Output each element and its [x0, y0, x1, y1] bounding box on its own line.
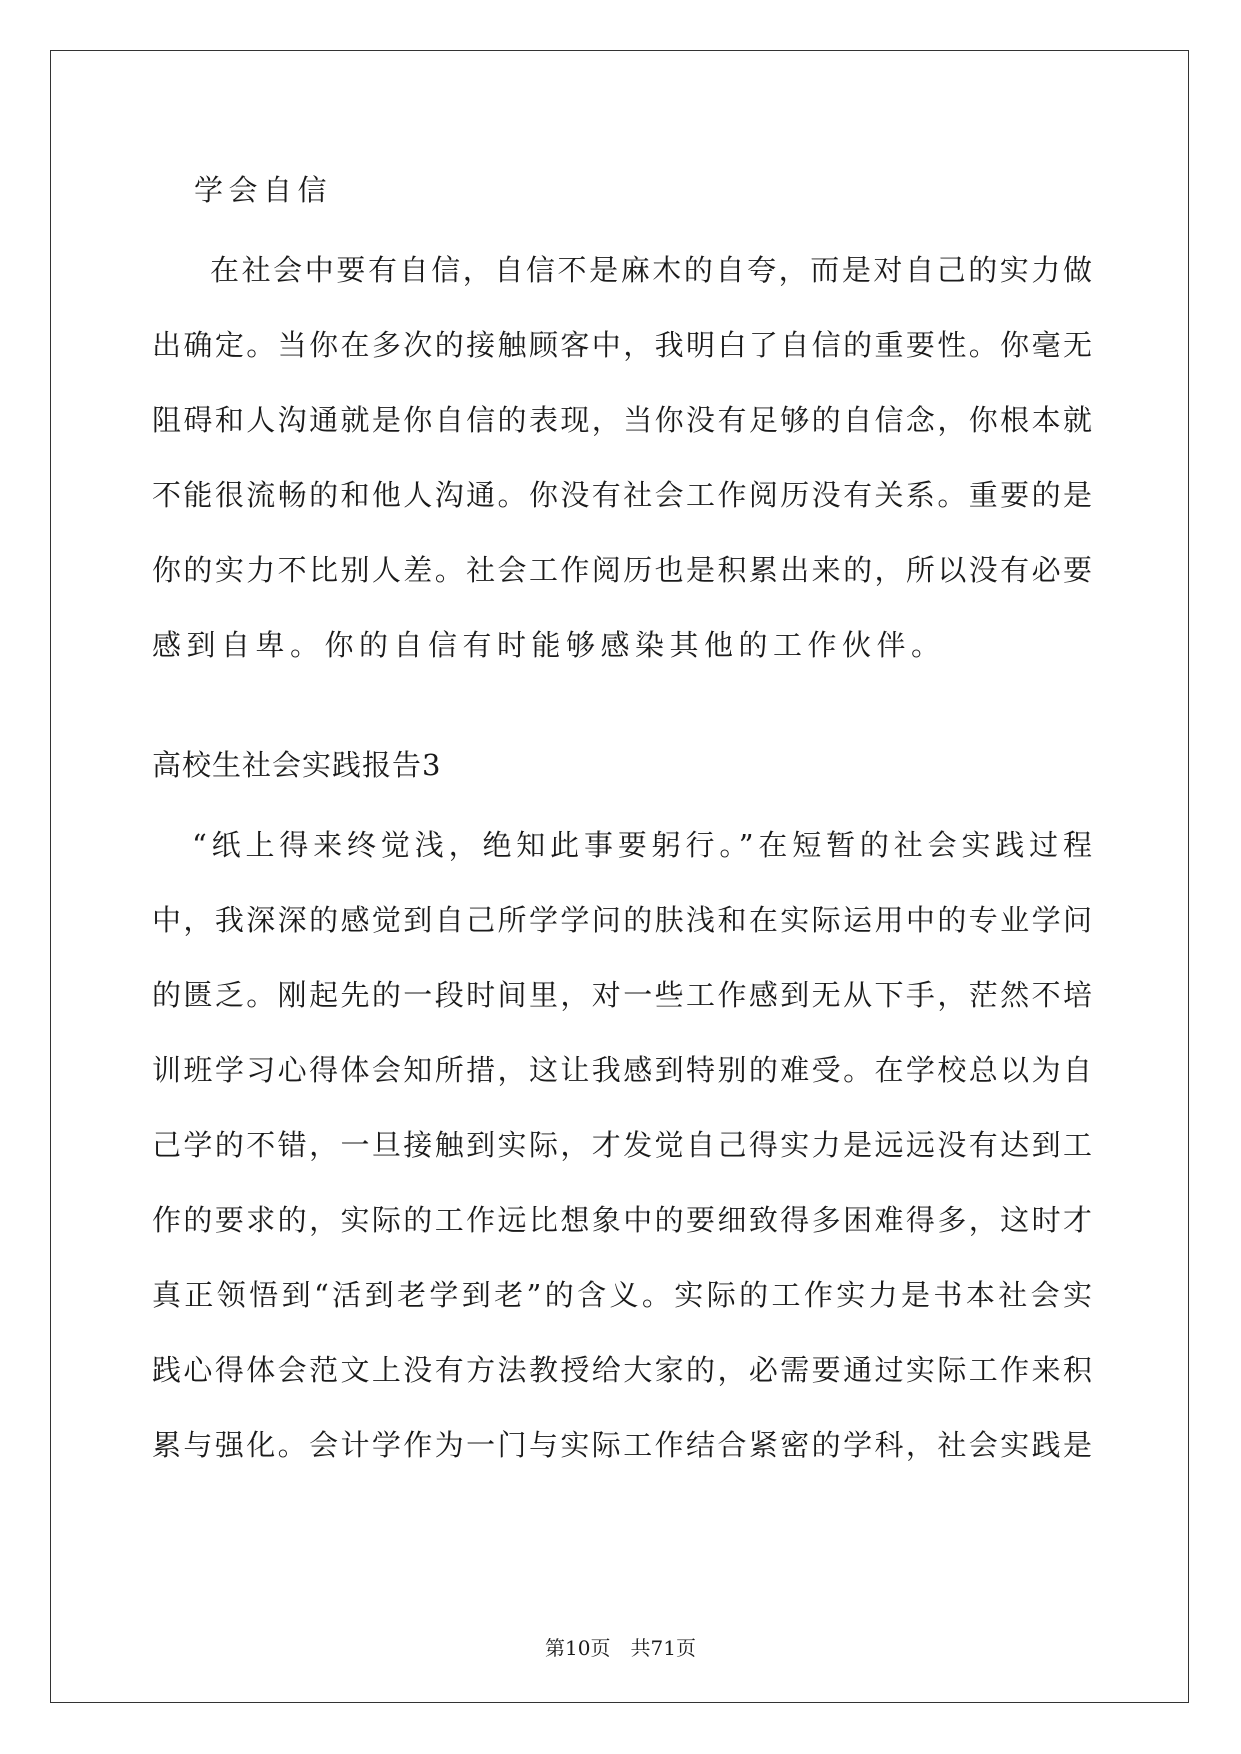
- paragraph-line: 感到自卑。你的自信有时能够感染其他的工作伙伴。: [152, 628, 946, 662]
- paragraph-line: 的匮乏。刚起先的一段时间里，对一些工作感到无从下手，茫然不培: [152, 978, 1092, 1012]
- page-number-label: 第10页 共71页: [545, 1636, 696, 1660]
- report-title: 高校生社会实践报告3: [152, 748, 442, 782]
- paragraph-line: 训班学习心得体会知所措，这让我感到特别的难受。在学校总以为自: [152, 1053, 1092, 1087]
- page-footer: [0, 1634, 1241, 1662]
- paragraph-line: 作的要求的，实际的工作远比想象中的要细致得多困难得多，这时才: [152, 1203, 1092, 1237]
- paragraph-line: 不能很流畅的和他人沟通。你没有社会工作阅历没有关系。重要的是: [152, 478, 1092, 512]
- paragraph-line: 真正领悟到“活到老学到老”的含义。实际的工作实力是书本社会实: [152, 1278, 1092, 1312]
- paragraph-line: 你的实力不比别人差。社会工作阅历也是积累出来的，所以没有必要: [152, 553, 1092, 587]
- paragraph-line: 在社会中要有自信，自信不是麻木的自夸，而是对自己的实力做: [210, 253, 1092, 287]
- paragraph-line: 己学的不错，一旦接触到实际，才发觉自己得实力是远远没有达到工: [152, 1128, 1092, 1162]
- paragraph-line: 累与强化。会计学作为一门与实际工作结合紧密的学科，社会实践是: [152, 1428, 1092, 1462]
- paragraph-line: 出确定。当你在多次的接触顾客中，我明白了自信的重要性。你毫无: [152, 328, 1092, 362]
- paragraph-line: 阻碍和人沟通就是你自信的表现，当你没有足够的自信念，你根本就: [152, 403, 1092, 437]
- paragraph-line: 中，我深深的感觉到自己所学学问的肤浅和在实际运用中的专业学问: [152, 903, 1092, 937]
- paragraph-line: “纸上得来终觉浅，绝知此事要躬行。”在短暂的社会实践过程: [192, 828, 1092, 862]
- section-heading: 学会自信: [194, 173, 333, 207]
- paragraph-line: 践心得体会范文上没有方法教授给大家的，必需要通过实际工作来积: [152, 1353, 1092, 1387]
